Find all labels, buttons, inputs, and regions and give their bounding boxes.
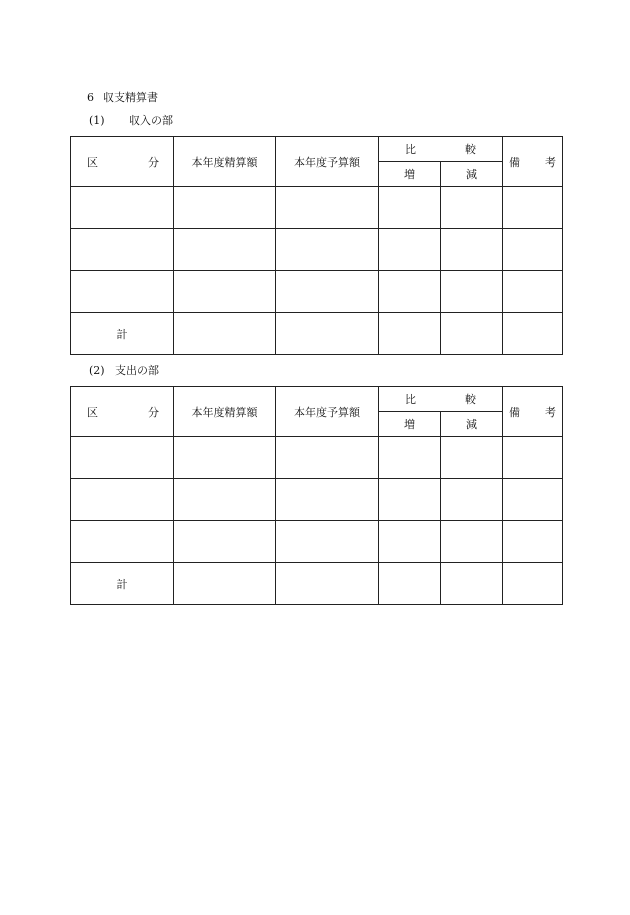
table-cell[interactable] bbox=[276, 563, 379, 605]
income-header-row bbox=[71, 137, 563, 162]
section-number: 6 bbox=[87, 91, 94, 104]
table-cell[interactable] bbox=[174, 187, 276, 229]
expense-number: (2) bbox=[89, 364, 105, 377]
table-row bbox=[71, 229, 563, 271]
section-title: 収支精算書 bbox=[103, 91, 158, 104]
table-cell[interactable] bbox=[379, 563, 441, 605]
table-cell[interactable] bbox=[441, 229, 503, 271]
table-cell[interactable] bbox=[503, 229, 563, 271]
table-row bbox=[71, 187, 563, 229]
expense-header-increase: 増 bbox=[379, 412, 441, 437]
table-row bbox=[71, 437, 563, 479]
expense-header-budget: 本年度予算額 bbox=[276, 387, 379, 437]
table-cell[interactable] bbox=[441, 271, 503, 313]
income-header-remarks: 備 考 bbox=[503, 137, 563, 187]
income-header-settled: 本年度精算額 bbox=[174, 137, 276, 187]
table-cell[interactable] bbox=[174, 229, 276, 271]
table-cell[interactable] bbox=[174, 437, 276, 479]
table-cell[interactable] bbox=[379, 313, 441, 355]
table-cell[interactable] bbox=[441, 187, 503, 229]
table-cell[interactable] bbox=[276, 437, 379, 479]
table-cell[interactable] bbox=[503, 563, 563, 605]
income-header-compare: 比 較 bbox=[379, 137, 503, 162]
table-cell[interactable] bbox=[441, 437, 503, 479]
income-header-increase: 増 bbox=[379, 162, 441, 187]
table-cell[interactable] bbox=[503, 437, 563, 479]
income-table bbox=[70, 136, 563, 355]
table-row bbox=[71, 271, 563, 313]
expense-header-category: 区 分 bbox=[71, 387, 174, 437]
table-cell[interactable] bbox=[503, 479, 563, 521]
income-subheading bbox=[89, 114, 173, 128]
income-header-budget: 本年度予算額 bbox=[276, 137, 379, 187]
table-cell[interactable] bbox=[441, 313, 503, 355]
section-heading bbox=[87, 91, 158, 105]
table-cell[interactable] bbox=[379, 521, 441, 563]
income-title: 収入の部 bbox=[129, 114, 173, 127]
table-cell[interactable] bbox=[503, 271, 563, 313]
table-cell[interactable] bbox=[441, 479, 503, 521]
income-header-decrease: 減 bbox=[441, 162, 503, 187]
income-total-row bbox=[71, 313, 563, 355]
table-cell[interactable] bbox=[276, 187, 379, 229]
table-cell[interactable] bbox=[174, 313, 276, 355]
table-row bbox=[71, 521, 563, 563]
table-cell[interactable] bbox=[174, 563, 276, 605]
table-cell[interactable] bbox=[71, 521, 174, 563]
expense-header-compare: 比 較 bbox=[379, 387, 503, 412]
table-cell[interactable] bbox=[379, 229, 441, 271]
table-cell[interactable] bbox=[71, 271, 174, 313]
table-cell[interactable] bbox=[276, 313, 379, 355]
table-cell[interactable] bbox=[379, 271, 441, 313]
expense-table bbox=[70, 386, 563, 605]
expense-header-remarks: 備 考 bbox=[503, 387, 563, 437]
table-row bbox=[71, 479, 563, 521]
table-cell[interactable] bbox=[276, 521, 379, 563]
income-total-label: 計 bbox=[71, 313, 174, 355]
income-header-category: 区 分 bbox=[71, 137, 174, 187]
table-cell[interactable] bbox=[174, 521, 276, 563]
table-cell[interactable] bbox=[441, 521, 503, 563]
expense-subheading bbox=[89, 364, 159, 378]
table-cell[interactable] bbox=[379, 479, 441, 521]
table-cell[interactable] bbox=[71, 479, 174, 521]
table-cell[interactable] bbox=[71, 229, 174, 271]
table-cell[interactable] bbox=[71, 437, 174, 479]
table-cell[interactable] bbox=[71, 187, 174, 229]
expense-header-decrease: 減 bbox=[441, 412, 503, 437]
table-cell[interactable] bbox=[174, 271, 276, 313]
income-number: (1) bbox=[89, 114, 105, 127]
table-cell[interactable] bbox=[276, 479, 379, 521]
expense-header-row bbox=[71, 387, 563, 412]
table-cell[interactable] bbox=[174, 479, 276, 521]
table-cell[interactable] bbox=[441, 563, 503, 605]
expense-total-label: 計 bbox=[71, 563, 174, 605]
table-cell[interactable] bbox=[503, 521, 563, 563]
expense-title: 支出の部 bbox=[115, 364, 159, 377]
expense-total-row bbox=[71, 563, 563, 605]
table-cell[interactable] bbox=[379, 437, 441, 479]
expense-header-settled: 本年度精算額 bbox=[174, 387, 276, 437]
table-cell[interactable] bbox=[276, 271, 379, 313]
table-cell[interactable] bbox=[503, 313, 563, 355]
table-cell[interactable] bbox=[379, 187, 441, 229]
table-cell[interactable] bbox=[503, 187, 563, 229]
table-cell[interactable] bbox=[276, 229, 379, 271]
